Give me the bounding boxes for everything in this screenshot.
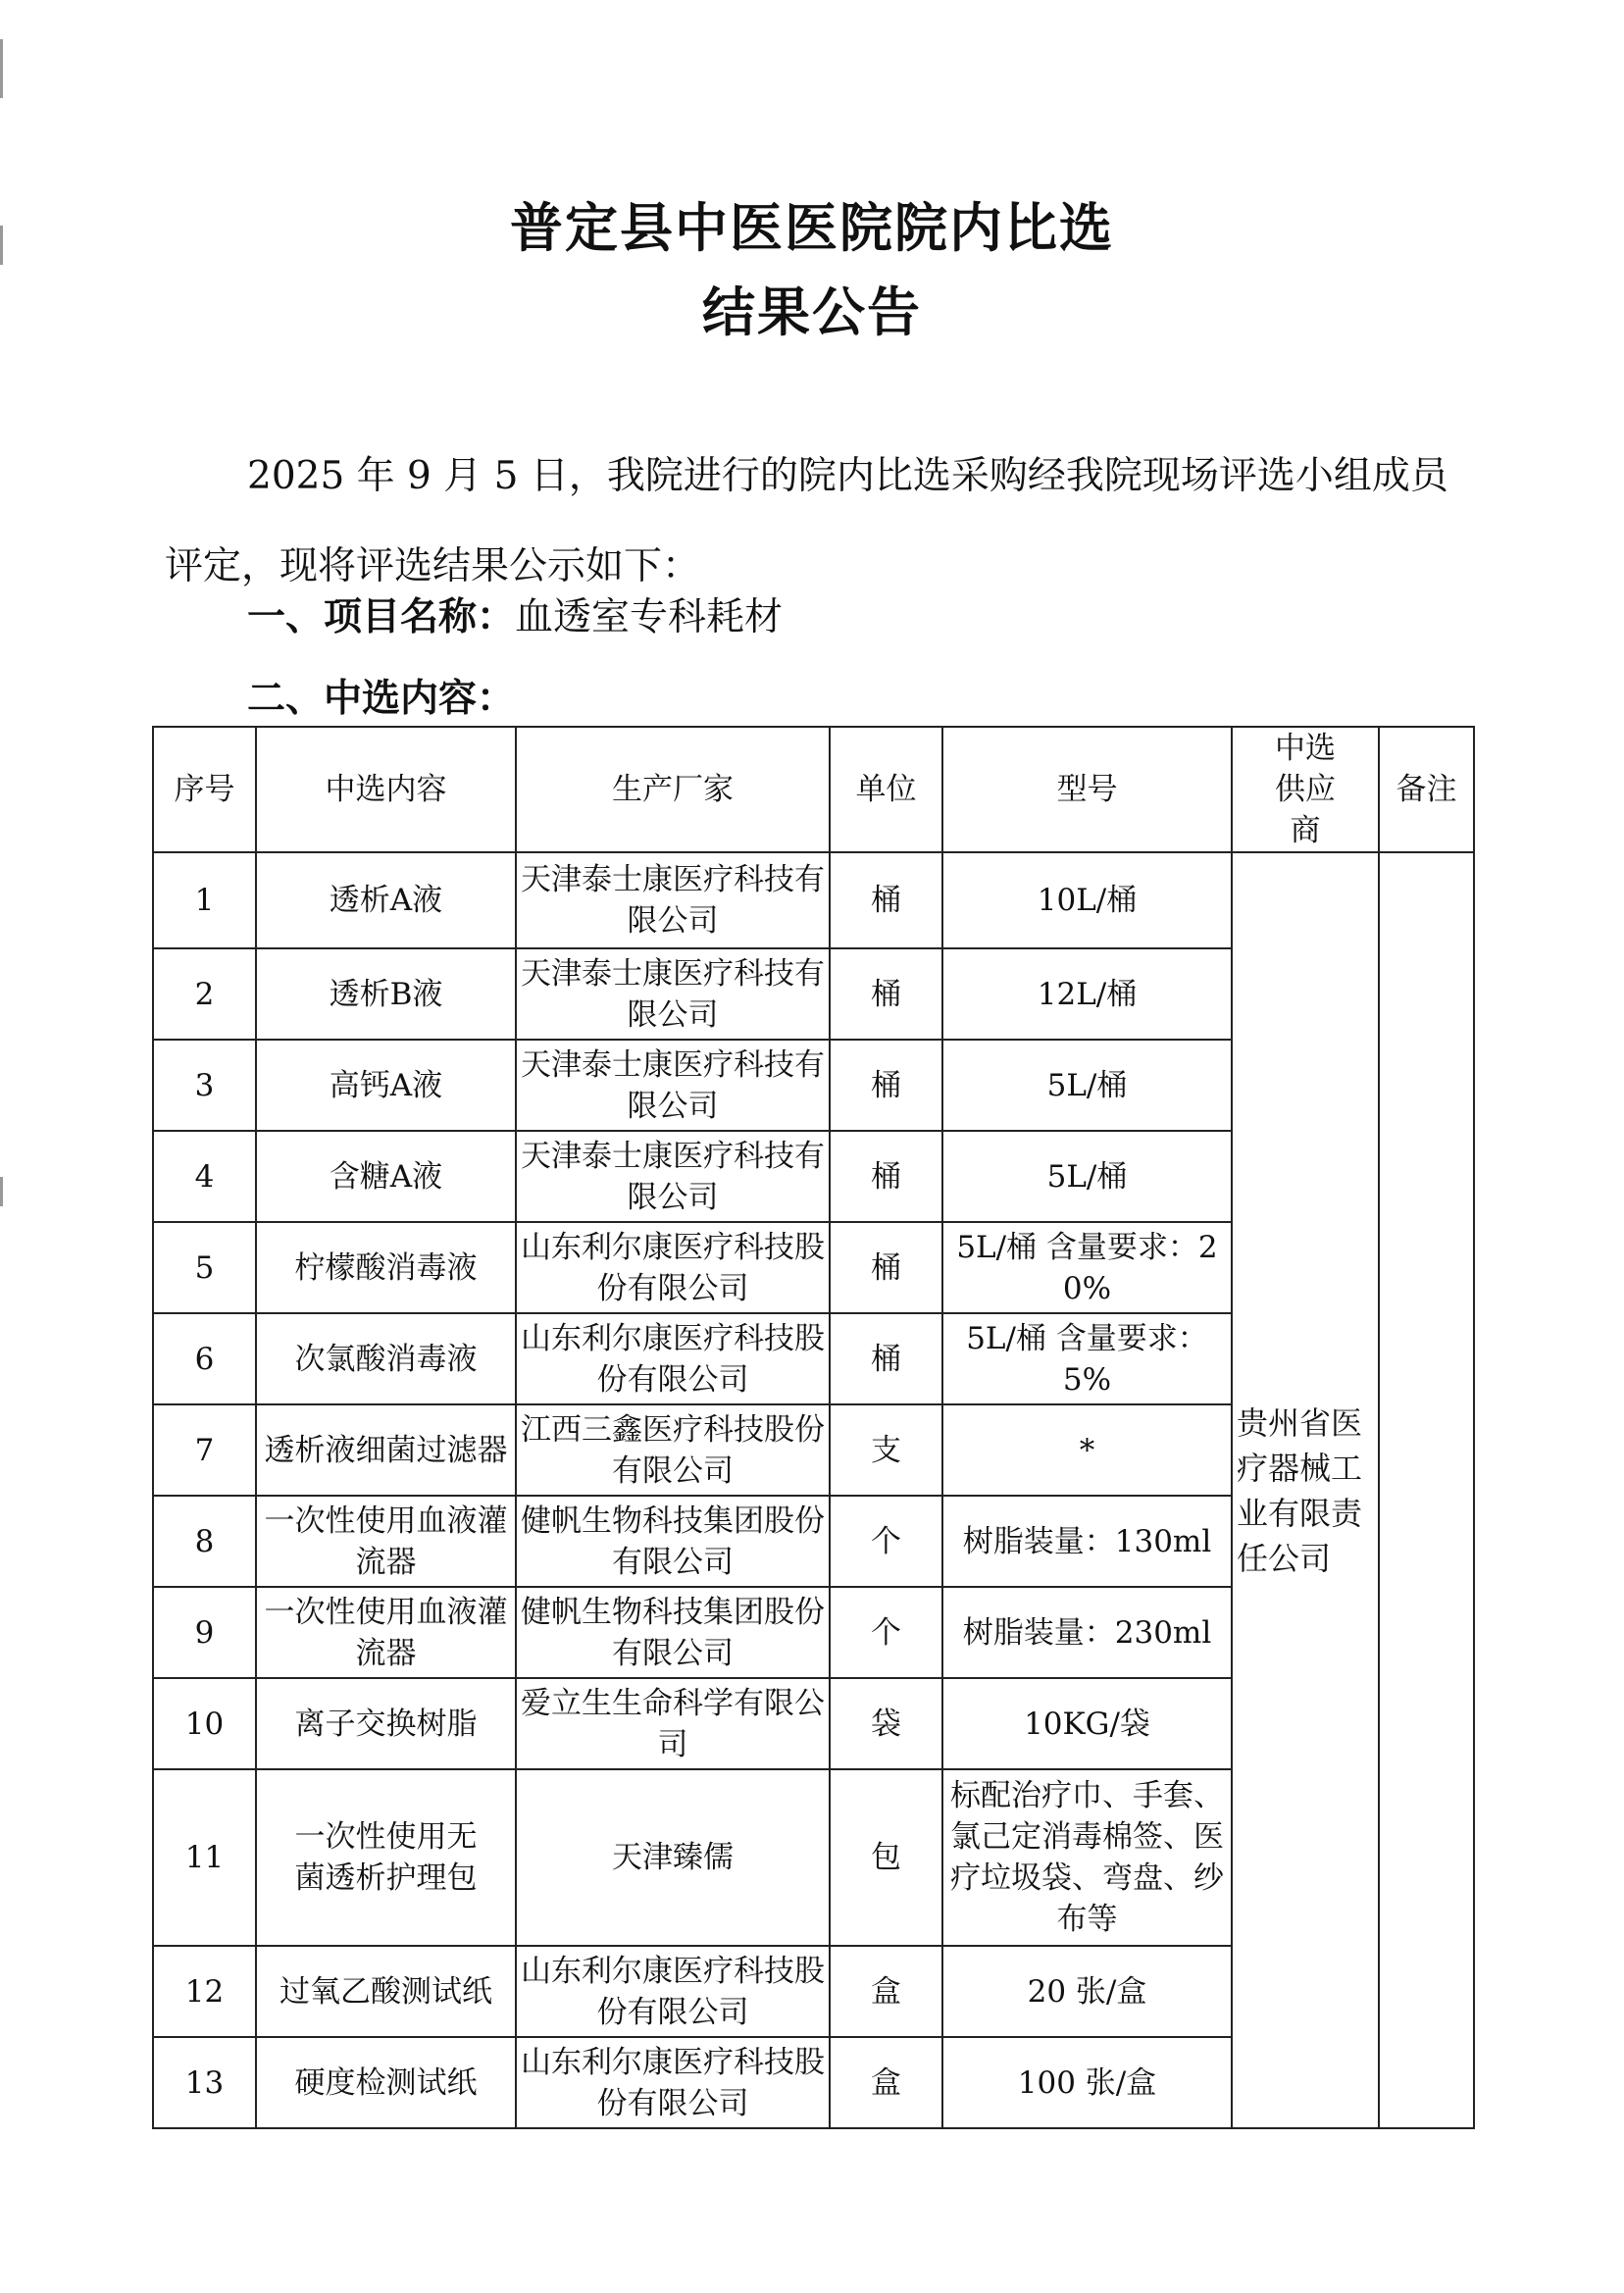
cell-content: 高钙A液 bbox=[256, 1040, 516, 1131]
cell-no: 5 bbox=[153, 1222, 256, 1313]
intro-paragraph: 2025 年 9 月 5 日，我院进行的院内比选采购经我院现场评选小组成员评定，现将评选结果公示如下： bbox=[165, 454, 1448, 588]
cell-model: 20 张/盒 bbox=[942, 1946, 1232, 2037]
cell-supplier: 贵州省医疗器械工业有限责任公司 bbox=[1232, 852, 1379, 2128]
results-table bbox=[152, 726, 1475, 2129]
cell-manufacturer: 健帆生物科技集团股份有限公司 bbox=[516, 1496, 830, 1587]
cell-unit: 桶 bbox=[830, 1040, 942, 1131]
cell-unit: 盒 bbox=[830, 1946, 942, 2037]
cell-content: 透析液细菌过滤器 bbox=[256, 1404, 516, 1496]
cell-unit: 桶 bbox=[830, 852, 942, 948]
cell-unit: 盒 bbox=[830, 2037, 942, 2128]
cell-no: 3 bbox=[153, 1040, 256, 1131]
cell-unit: 包 bbox=[830, 1769, 942, 1946]
project-name-value: 血透室专科耗材 bbox=[515, 595, 784, 639]
table-row bbox=[153, 852, 1474, 948]
cell-no: 8 bbox=[153, 1496, 256, 1587]
cell-content: 离子交换树脂 bbox=[256, 1678, 516, 1769]
cell-manufacturer: 山东利尔康医疗科技股份有限公司 bbox=[516, 1313, 830, 1404]
cell-no: 10 bbox=[153, 1678, 256, 1769]
cell-model: 5L/桶 bbox=[942, 1131, 1232, 1222]
cell-model: 5L/桶 含量要求：20% bbox=[942, 1222, 1232, 1313]
cell-no: 7 bbox=[153, 1404, 256, 1496]
cell-unit: 桶 bbox=[830, 1131, 942, 1222]
cell-content: 一次性使用血液灌流器 bbox=[256, 1496, 516, 1587]
cell-manufacturer: 山东利尔康医疗科技股份有限公司 bbox=[516, 2037, 830, 2128]
header-no: 序号 bbox=[153, 727, 256, 852]
cell-unit: 个 bbox=[830, 1496, 942, 1587]
cell-model: 12L/桶 bbox=[942, 948, 1232, 1040]
cell-manufacturer: 山东利尔康医疗科技股份有限公司 bbox=[516, 1946, 830, 2037]
cell-model: 100 张/盒 bbox=[942, 2037, 1232, 2128]
cell-model: 树脂装量：130ml bbox=[942, 1496, 1232, 1587]
cell-content: 过氧乙酸测试纸 bbox=[256, 1946, 516, 2037]
cell-unit: 桶 bbox=[830, 1313, 942, 1404]
cell-content: 含糖A液 bbox=[256, 1131, 516, 1222]
table-header-row bbox=[153, 727, 1474, 852]
title-line-2: 结果公告 bbox=[702, 281, 922, 343]
cell-manufacturer: 山东利尔康医疗科技股份有限公司 bbox=[516, 1222, 830, 1313]
cell-content: 柠檬酸消毒液 bbox=[256, 1222, 516, 1313]
title-line-1: 普定县中医医院院内比选 bbox=[510, 197, 1114, 259]
header-supplier: 中选供应商 bbox=[1232, 727, 1379, 852]
header-remark: 备注 bbox=[1379, 727, 1474, 852]
cell-no: 1 bbox=[153, 852, 256, 948]
document-title bbox=[0, 186, 1624, 355]
cell-no: 9 bbox=[153, 1587, 256, 1678]
cell-content: 次氯酸消毒液 bbox=[256, 1313, 516, 1404]
cell-unit: 个 bbox=[830, 1587, 942, 1678]
cell-model: 树脂装量：230ml bbox=[942, 1587, 1232, 1678]
cell-model: * bbox=[942, 1404, 1232, 1496]
cell-content: 透析A液 bbox=[256, 852, 516, 948]
cell-manufacturer: 天津泰士康医疗科技有限公司 bbox=[516, 948, 830, 1040]
cell-no: 13 bbox=[153, 2037, 256, 2128]
cell-model: 10L/桶 bbox=[942, 852, 1232, 948]
selected-content-label: 二、中选内容： bbox=[247, 677, 516, 721]
cell-manufacturer: 天津泰士康医疗科技有限公司 bbox=[516, 1040, 830, 1131]
scan-edge-mark bbox=[0, 1177, 3, 1206]
cell-manufacturer: 天津泰士康医疗科技有限公司 bbox=[516, 852, 830, 948]
cell-manufacturer: 健帆生物科技集团股份有限公司 bbox=[516, 1587, 830, 1678]
project-name-label: 一、项目名称： bbox=[247, 595, 516, 639]
cell-no: 12 bbox=[153, 1946, 256, 2037]
cell-model: 5L/桶 含量要求：5% bbox=[942, 1313, 1232, 1404]
cell-model: 5L/桶 bbox=[942, 1040, 1232, 1131]
header-content: 中选内容 bbox=[256, 727, 516, 852]
cell-model: 标配治疗巾、手套、氯己定消毒棉签、医疗垃圾袋、弯盘、纱布等 bbox=[942, 1769, 1232, 1946]
cell-no: 4 bbox=[153, 1131, 256, 1222]
cell-content: 一次性使用无菌透析护理包 bbox=[256, 1769, 516, 1946]
scan-edge-mark bbox=[0, 39, 3, 98]
cell-unit: 桶 bbox=[830, 948, 942, 1040]
cell-manufacturer: 天津臻儒 bbox=[516, 1769, 830, 1946]
cell-unit: 支 bbox=[830, 1404, 942, 1496]
cell-unit: 袋 bbox=[830, 1678, 942, 1769]
selected-content-heading bbox=[247, 670, 515, 729]
cell-content: 透析B液 bbox=[256, 948, 516, 1040]
header-model: 型号 bbox=[942, 727, 1232, 852]
header-manufacturer: 生产厂家 bbox=[516, 727, 830, 852]
cell-unit: 桶 bbox=[830, 1222, 942, 1313]
cell-content: 硬度检测试纸 bbox=[256, 2037, 516, 2128]
header-unit: 单位 bbox=[830, 727, 942, 852]
cell-no: 2 bbox=[153, 948, 256, 1040]
cell-manufacturer: 天津泰士康医疗科技有限公司 bbox=[516, 1131, 830, 1222]
cell-model: 10KG/袋 bbox=[942, 1678, 1232, 1769]
cell-no: 6 bbox=[153, 1313, 256, 1404]
project-name-heading bbox=[247, 588, 783, 647]
cell-content: 一次性使用血液灌流器 bbox=[256, 1587, 516, 1678]
cell-manufacturer: 爱立生生命科学有限公司 bbox=[516, 1678, 830, 1769]
cell-manufacturer: 江西三鑫医疗科技股份有限公司 bbox=[516, 1404, 830, 1496]
cell-no: 11 bbox=[153, 1769, 256, 1946]
cell-remark bbox=[1379, 852, 1474, 2128]
